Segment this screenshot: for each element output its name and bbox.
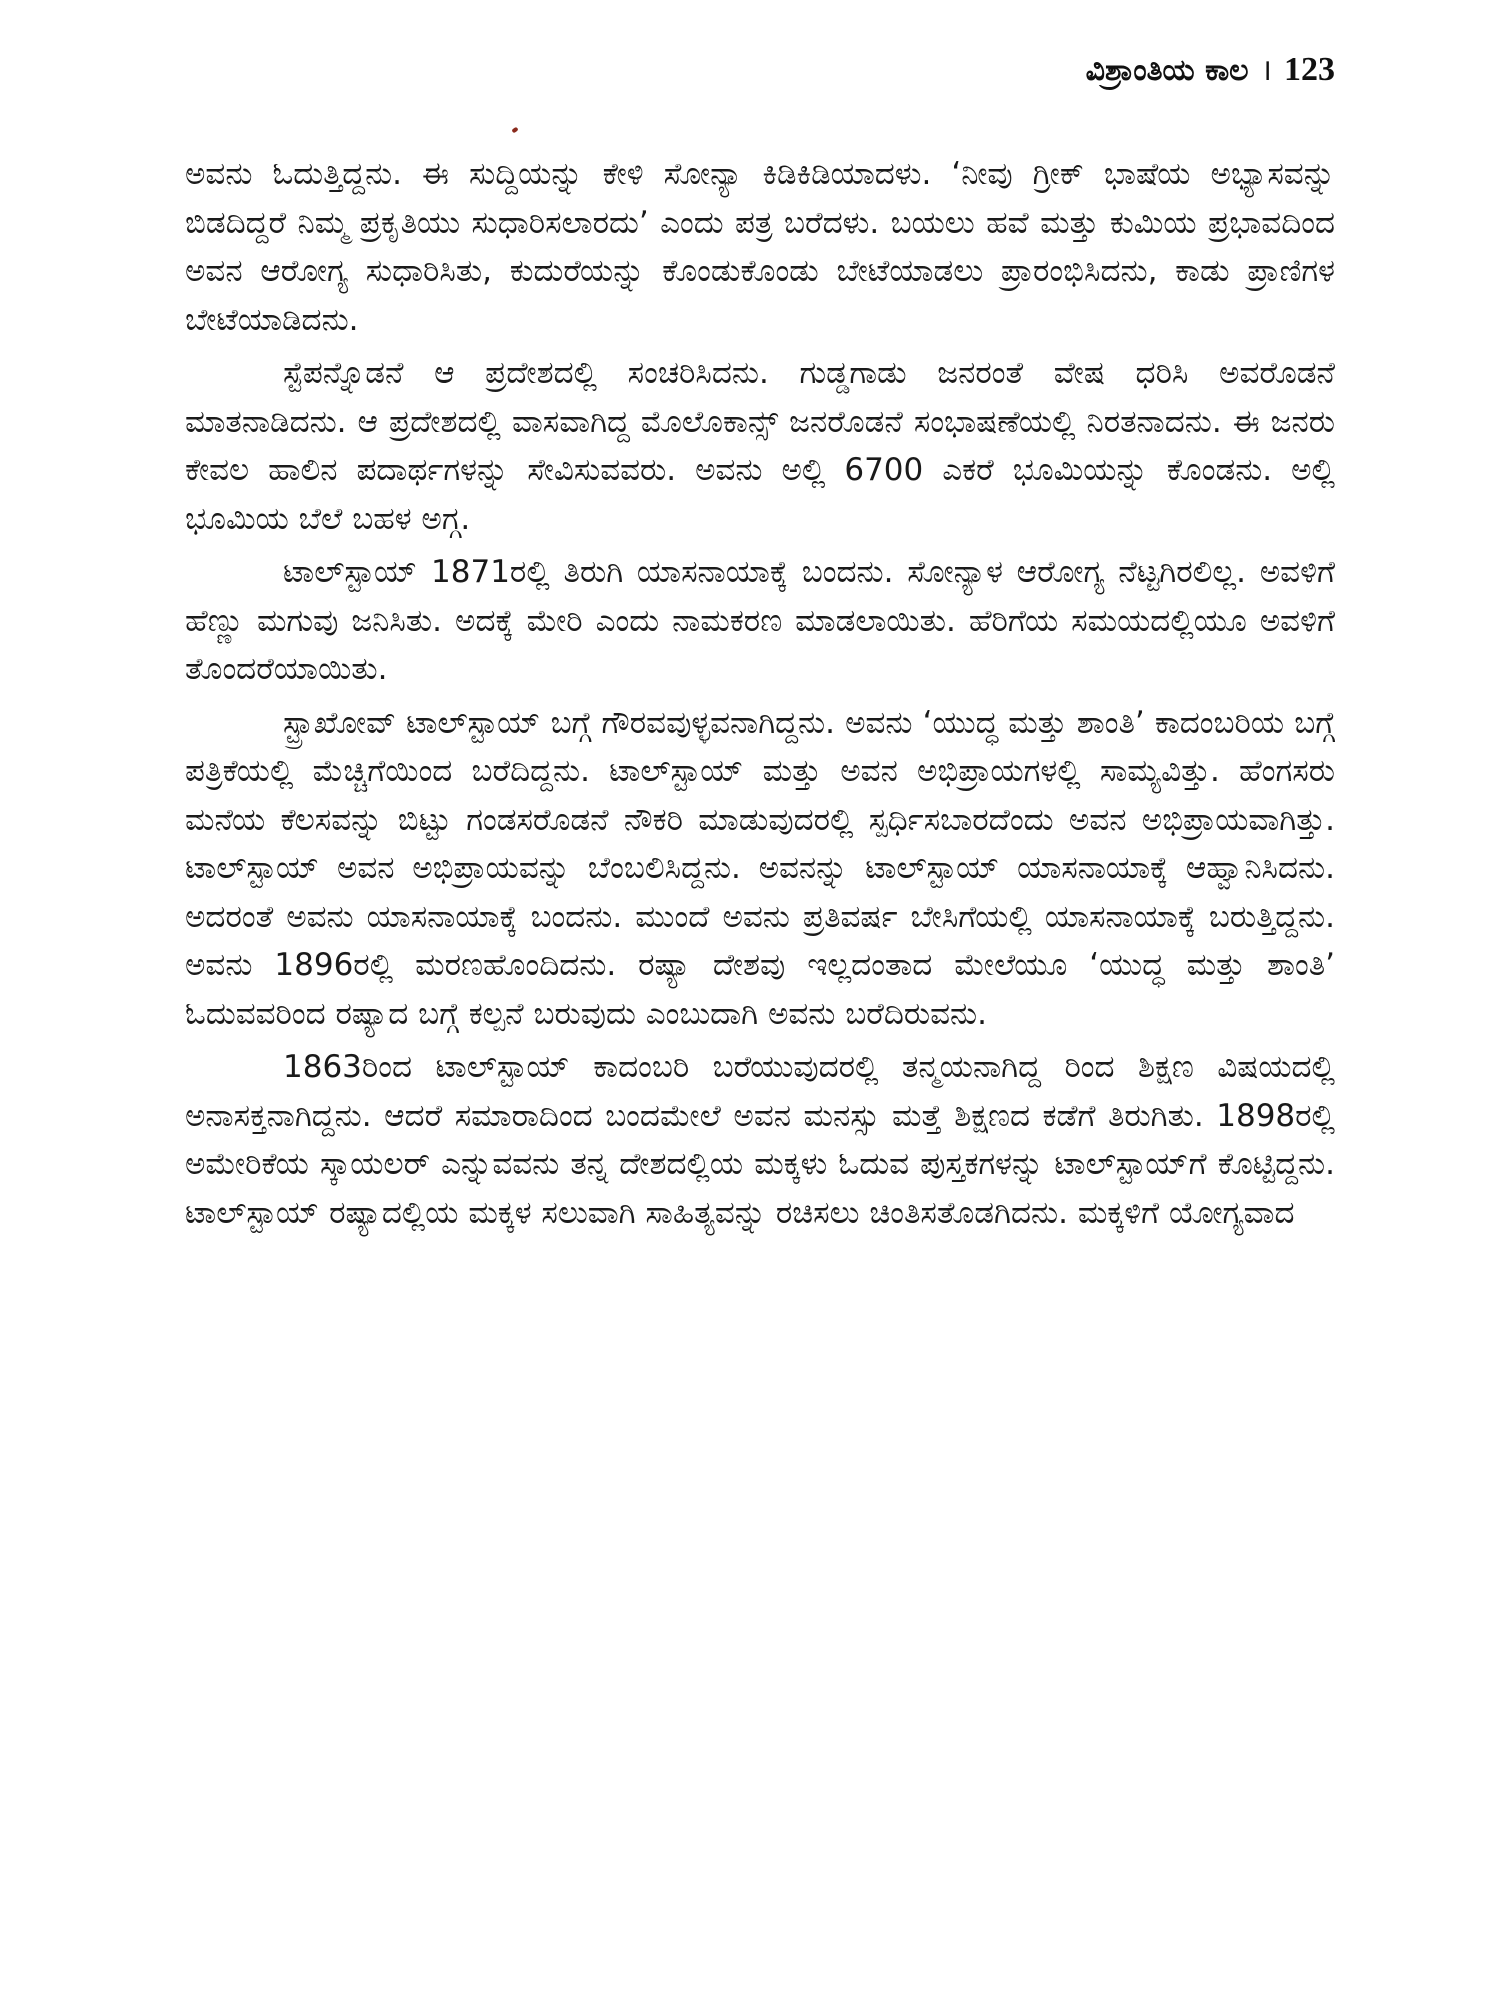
body-text bbox=[185, 150, 1335, 1242]
paragraph-1: ಅವನು ಓದುತ್ತಿದ್ದನು. ಈ ಸುದ್ದಿಯನ್ನು ಕೇಳಿ ಸೋನ್ಯಾ ಕಿಡಿಕಿಡಿಯಾದಳು. ‘ನೀವು ಗ್ರೀಕ್ ಭಾಷೆಯ ಅಭ್ಯಾಸವನ್ನು ಬಿಡದಿದ್ದರೆ ನಿಮ್ಮ ಪ್ರಕೃತಿಯು ಸುಧಾರಿಸಲಾರದು’ ಎಂದು ಪತ್ರ ಬರೆದಳು. ಬಯಲು ಹವೆ ಮತ್ತು ಕುಮಿಯ ಪ್ರಭಾವದಿಂದ ಅವನ ಆರೋಗ್ಯ ಸುಧಾರಿಸಿತು, ಕುದುರೆಯನ್ನು ಕೊಂಡುಕೊಂಡು ಬೇಟೆಯಾಡಲು ಪ್ರಾರಂಭಿಸಿದನು, ಕಾಡು ಪ್ರಾಣಿಗಳ ಬೇಟೆಯಾಡಿದನು. bbox=[185, 156, 1335, 338]
paragraph-5: 1863ರಿಂದ ಟಾಲ್‌ಸ್ಟಾಯ್ ಕಾದಂಬರಿ ಬರೆಯುವುದರಲ್ಲಿ ತನ್ಮಯನಾಗಿದ್ದ ರಿಂದ ಶಿಕ್ಷಣ ವಿಷಯದಲ್ಲಿ ಅನಾಸಕ್ತನಾಗಿದ್ದನು. ಆದರೆ ಸಮಾರಾದಿಂದ ಬಂದಮೇಲೆ ಅವನ ಮನಸ್ಸು ಮತ್ತೆ ಶಿಕ್ಷಣದ ಕಡೆಗೆ ತಿರುಗಿತು. 1898ರಲ್ಲಿ ಅಮೇರಿಕೆಯ ಸ್ಕಾಯಲರ್ ಎನ್ನುವವನು ತನ್ನ ದೇಶದಲ್ಲಿಯ ಮಕ್ಕಳು ಓದುವ ಪುಸ್ತಕಗಳನ್ನು ಟಾಲ್‌ಸ್ಟಾಯ್‌ಗೆ ಕೊಟ್ಟಿದ್ದನು. ಟಾಲ್‌ಸ್ಟಾಯ್ ರಷ್ಯಾದಲ್ಲಿಯ ಮಕ್ಕಳ ಸಲುವಾಗಿ ಸಾಹಿತ್ಯವನ್ನು ರಚಿಸಲು ಚಿಂತಿಸತೊಡಗಿದನು. ಮಕ್ಕಳಿಗೆ ಯೋಗ್ಯವಾದ bbox=[185, 1049, 1335, 1231]
chapter-title: ವಿಶ್ರಾಂತಿಯ ಕಾಲ bbox=[1085, 53, 1249, 88]
paragraph-3: ಟಾಲ್‌ಸ್ಟಾಯ್ 1871ರಲ್ಲಿ ತಿರುಗಿ ಯಾಸನಾಯಾಕ್ಕೆ ಬಂದನು. ಸೋನ್ಯಾಳ ಆರೋಗ್ಯ ನೆಟ್ಟಗಿರಲಿಲ್ಲ. ಅವಳಿಗೆ ಹೆಣ್ಣು ಮಗುವು ಜನಿಸಿತು. ಅದಕ್ಕೆ ಮೇರಿ ಎಂದು ನಾಮಕರಣ ಮಾಡಲಾಯಿತು. ಹೆರಿಗೆಯ ಸಮಯದಲ್ಲಿಯೂ ಅವಳಿಗೆ ತೊಂದರೆಯಾಯಿತು. bbox=[185, 554, 1335, 687]
paragraph-2: ಸ್ಟೆಪನ್ನೊಡನೆ ಆ ಪ್ರದೇಶದಲ್ಲಿ ಸಂಚರಿಸಿದನು. ಗುಡ್ಡಗಾಡು ಜನರಂತೆ ವೇಷ ಧರಿಸಿ ಅವರೊಡನೆ ಮಾತನಾಡಿದನು. ಆ ಪ್ರದೇಶದಲ್ಲಿ ವಾಸವಾಗಿದ್ದ ಮೊಲೊಕಾನ್ಸ್ ಜನರೊಡನೆ ಸಂಭಾಷಣೆಯಲ್ಲಿ ನಿರತನಾದನು. ಈ ಜನರು ಕೇವಲ ಹಾಲಿನ ಪದಾರ್ಥಗಳನ್ನು ಸೇವಿಸುವವರು. ಅವನು ಅಲ್ಲಿ 6700 ಎಕರೆ ಭೂಮಿಯನ್ನು ಕೊಂಡನು. ಅಲ್ಲಿ ಭೂಮಿಯ ಬೆಲೆ ಬಹಳ ಅಗ್ಗ. bbox=[185, 355, 1335, 537]
paragraph-4: ಸ್ಟ್ರಾಖೋವ್ ಟಾಲ್‌ಸ್ಟಾಯ್ ಬಗ್ಗೆ ಗೌರವವುಳ್ಳವನಾಗಿದ್ದನು. ಅವನು ‘ಯುದ್ಧ ಮತ್ತು ಶಾಂತಿ’ ಕಾದಂಬರಿಯ ಬಗ್ಗೆ ಪತ್ರಿಕೆಯಲ್ಲಿ ಮೆಚ್ಚಿಗೆಯಿಂದ ಬರೆದಿದ್ದನು. ಟಾಲ್‌ಸ್ಟಾಯ್ ಮತ್ತು ಅವನ ಅಭಿಪ್ರಾಯಗಳಲ್ಲಿ ಸಾಮ್ಯವಿತ್ತು. ಹೆಂಗಸರು ಮನೆಯ ಕೆಲಸವನ್ನು ಬಿಟ್ಟು ಗಂಡಸರೊಡನೆ ನೌಕರಿ ಮಾಡುವುದರಲ್ಲಿ ಸ್ಪರ್ಧಿಸಬಾರದೆಂದು ಅವನ ಅಭಿಪ್ರಾಯವಾಗಿತ್ತು. ಟಾಲ್‌ಸ್ಟಾಯ್ ಅವನ ಅಭಿಪ್ರಾಯವನ್ನು ಬೆಂಬಲಿಸಿದ್ದನು. ಅವನನ್ನು ಟಾಲ್‌ಸ್ಟಾಯ್ ಯಾಸನಾಯಾಕ್ಕೆ ಆಹ್ವಾನಿಸಿದನು. ಅದರಂತೆ ಅವನು ಯಾಸನಾಯಾಕ್ಕೆ ಬಂದನು. ಮುಂದೆ ಅವನು ಪ್ರತಿವರ್ಷ ಬೇಸಿಗೆಯಲ್ಲಿ ಯಾಸನಾಯಾಕ್ಕೆ ಬರುತ್ತಿದ್ದನು. ಅವನು 1896ರಲ್ಲಿ ಮರಣಹೊಂದಿದನು. ರಷ್ಯಾ ದೇಶವು ಇಲ್ಲದಂತಾದ ಮೇಲೆಯೂ ‘ಯುದ್ಧ ಮತ್ತು ಶಾಂತಿ’ ಓದುವವರಿಂದ ರಷ್ಯಾದ ಬಗ್ಗೆ ಕಲ್ಪನೆ ಬರುವುದು ಎಂಬುದಾಗಿ ಅವನು ಬರೆದಿರುವನು. bbox=[185, 704, 1335, 1032]
page-number: 123 bbox=[1284, 51, 1335, 88]
header-separator: । bbox=[1260, 53, 1272, 88]
running-header bbox=[1086, 48, 1335, 89]
ink-speck bbox=[511, 127, 518, 134]
